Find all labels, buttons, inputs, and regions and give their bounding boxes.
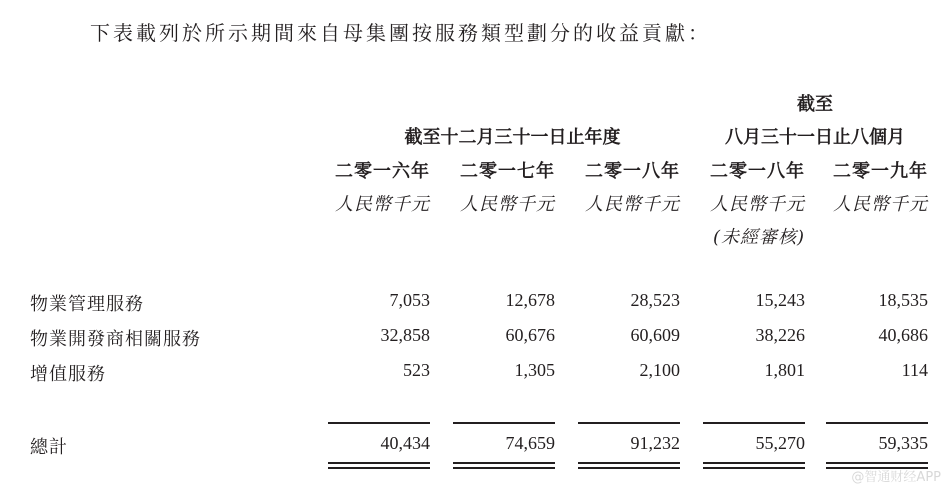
table-cell: 28,523 <box>630 290 680 310</box>
total-double-rule-top <box>703 462 805 464</box>
year-2017-header: 二零一七年 <box>460 161 555 182</box>
subtotal-rule <box>578 422 680 424</box>
subtotal-rule <box>328 422 430 424</box>
table-cell: 2,100 <box>639 360 680 380</box>
table-cell: 114 <box>901 360 928 380</box>
total-label: 總計 <box>30 437 68 458</box>
total-cell: 91,232 <box>630 433 680 453</box>
total-cell: 55,270 <box>755 433 805 453</box>
table-cell: 15,243 <box>755 290 805 310</box>
table-cell: 40,686 <box>878 325 928 345</box>
subtotal-rule <box>826 422 928 424</box>
year-2018-period-header: 二零一八年 <box>710 161 805 182</box>
row-label-value-added-services: 增值服務 <box>30 364 106 385</box>
table-cell: 1,305 <box>514 360 555 380</box>
row-label-developer-services: 物業開發商相關服務 <box>30 329 201 350</box>
unit-label: 人民幣千元 <box>585 194 680 215</box>
total-double-rule-top <box>826 462 928 464</box>
subtotal-rule <box>453 422 555 424</box>
row-label-property-management: 物業管理服務 <box>30 294 144 315</box>
table-cell: 32,858 <box>380 325 430 345</box>
table-cell: 12,678 <box>505 290 555 310</box>
total-double-rule-top <box>453 462 555 464</box>
total-cell: 59,335 <box>878 433 928 453</box>
table-cell: 38,226 <box>755 325 805 345</box>
year-2016-header: 二零一六年 <box>335 161 430 182</box>
total-double-rule-bottom <box>703 467 805 469</box>
unit-label: 人民幣千元 <box>335 194 430 215</box>
total-double-rule-bottom <box>453 467 555 469</box>
total-cell: 40,434 <box>380 433 430 453</box>
subtotal-rule <box>703 422 805 424</box>
total-cell: 74,659 <box>505 433 555 453</box>
table-cell: 60,609 <box>630 325 680 345</box>
table-cell: 60,676 <box>505 325 555 345</box>
intro-text: 下表載列於所示期間來自母集團按服務類型劃分的收益貢獻： <box>90 21 711 45</box>
total-double-rule-top <box>578 462 680 464</box>
total-double-rule-bottom <box>328 467 430 469</box>
unit-label: 人民幣千元 <box>460 194 555 215</box>
table-cell: 523 <box>403 360 430 380</box>
total-double-rule-bottom <box>578 467 680 469</box>
header-period-group-line1: 截至 <box>797 94 833 115</box>
year-2018-header: 二零一八年 <box>585 161 680 182</box>
watermark: @智通财经APP <box>851 470 941 485</box>
total-double-rule-top <box>328 462 430 464</box>
header-period-group-line2: 八月三十一日止八個月 <box>725 127 905 148</box>
unit-label: 人民幣千元 <box>710 194 805 215</box>
table-cell: 7,053 <box>389 290 430 310</box>
unit-label: 人民幣千元 <box>833 194 928 215</box>
unaudited-note: (未經審核) <box>712 227 805 248</box>
year-2019-period-header: 二零一九年 <box>833 161 928 182</box>
header-year-group: 截至十二月三十一日止年度 <box>404 127 621 148</box>
table-cell: 18,535 <box>878 290 928 310</box>
table-cell: 1,801 <box>764 360 805 380</box>
